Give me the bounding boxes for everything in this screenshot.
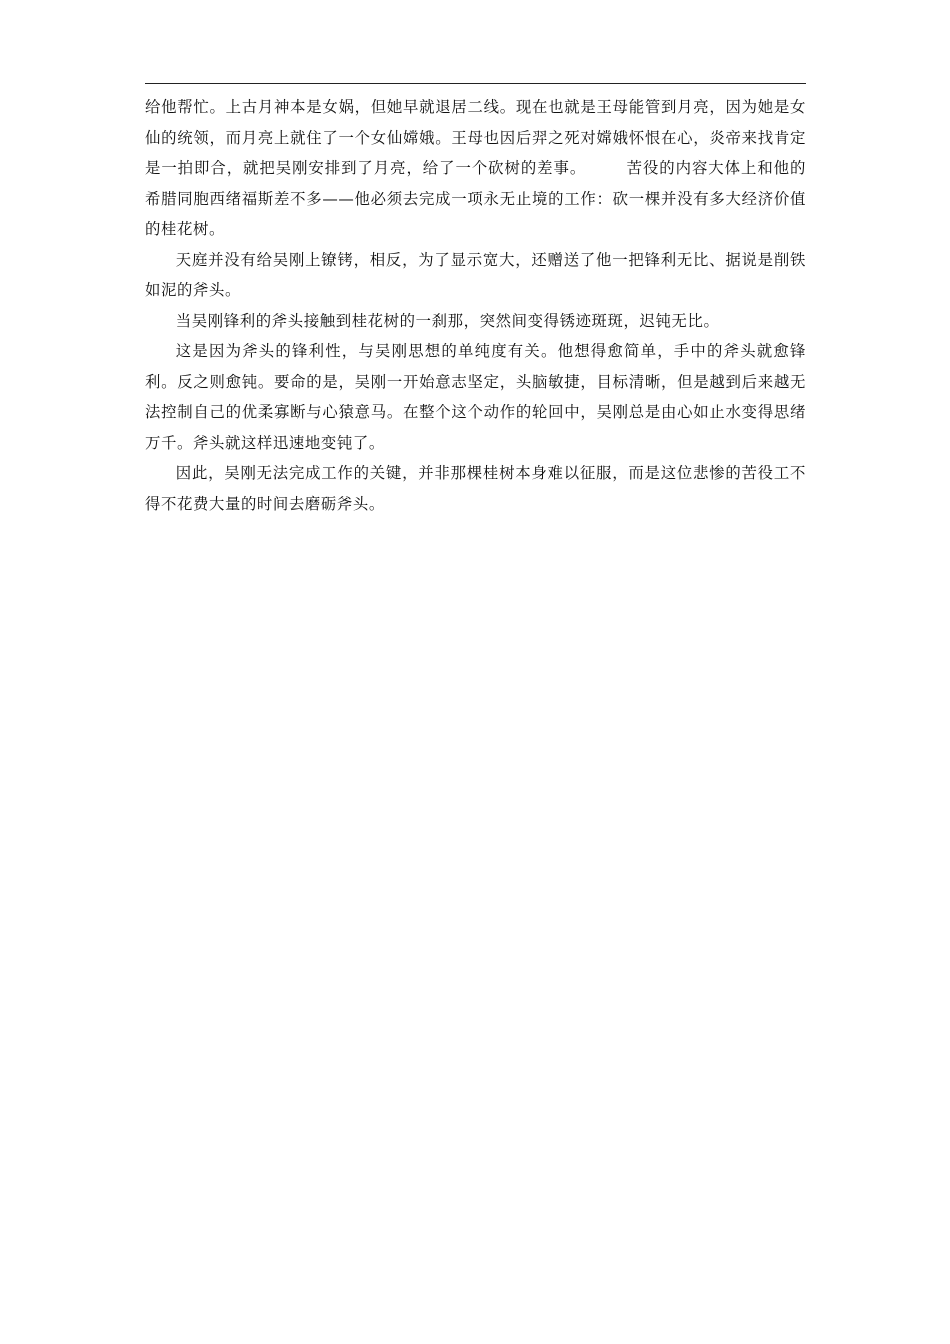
document-body (145, 92, 806, 519)
paragraph-4: 这是因为斧头的锋利性，与吴刚思想的单纯度有关。他想得愈简单，手中的斧头就愈锋利。反之则愈钝。要命的是，吴刚一开始意志坚定，头脑敏捷，目标清晰，但是越到后来越无法控制自己的优柔寡断与心猿意马。在整个这个动作的轮回中，吴刚总是由心如止水变得思绪万千。斧头就这样迅速地变钝了。 (145, 342, 806, 452)
header-rule (145, 83, 806, 84)
paragraph-2: 天庭并没有给吴刚上镣铐，相反，为了显示宽大，还赠送了他一把锋利无比、据说是削铁如泥的斧头。 (145, 250, 806, 299)
paragraph-1-text: 给他帮忙。上古月神本是女娲，但她早就退居二线。现在也就是王母能管到月亮，因为她是女仙的统领，而月亮上就住了一个女仙嫦娥。王母也因后羿之死对嫦娥怀恨在心，炎帝来找肯定是一拍即合，就把吴刚安排到了月亮，给了一个砍树的差事。 (145, 98, 806, 177)
paragraph-3: 当吴刚锋利的斧头接触到桂花树的一刹那，突然间变得锈迹斑斑，迟钝无比。 (175, 311, 720, 330)
paragraph-1 (145, 92, 806, 245)
paragraph-5: 因此，吴刚无法完成工作的关键，并非那棵桂树本身难以征服，而是这位悲惨的苦役工不得不花费大量的时间去磨砺斧头。 (145, 464, 806, 513)
paragraph-1-continuation: 苦役的内容大体上和他的希腊同胞西绪福斯差不多——他必须去完成一项永无止境的工作：砍一棵并没有多大经济价值的桂花树。 (145, 159, 807, 238)
